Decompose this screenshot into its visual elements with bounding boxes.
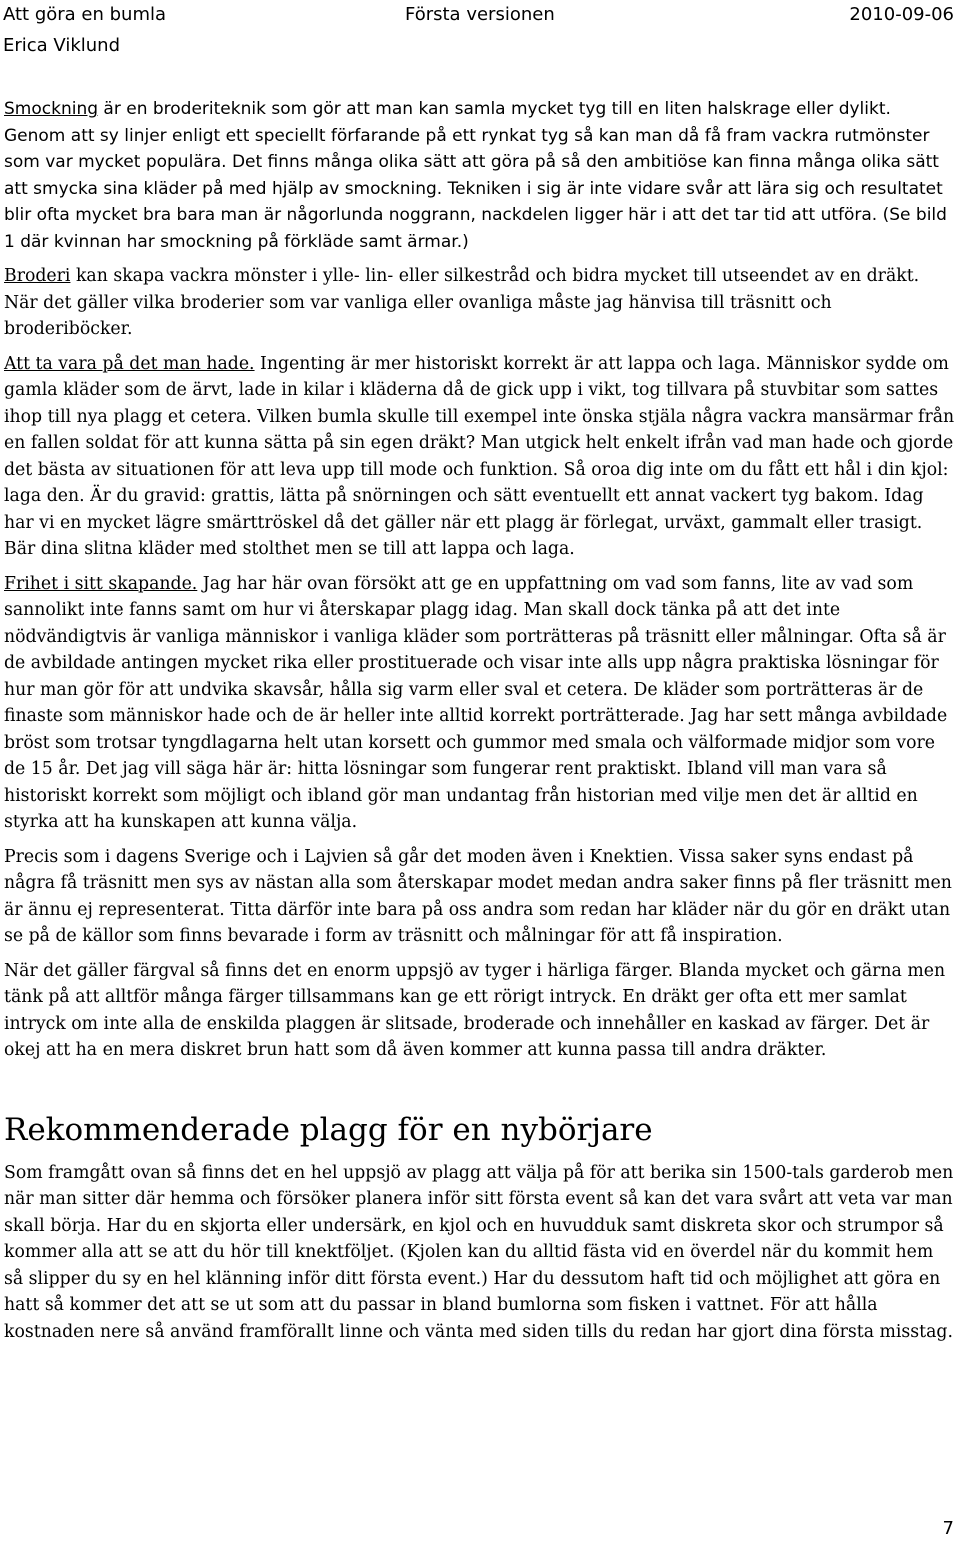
page-header — [0, 0, 960, 62]
document-date: 2010-09-06 — [849, 4, 954, 25]
document-version: Första versionen — [405, 4, 555, 25]
paragraph-rekommenderade: Som framgått ovan så finns det en hel uppsjö av plagg att välja på för att berika sin 1500-tals garderob men när man sitter där hemma och försöker planera inför sitt första event så kan det vara svårt att veta var man skall börja. Har du en skjorta eller undersärk, en kjol och en huvudduk samt diskreta skor och strumpor så kommer alla att se att du hör till knektföljet. (Kjolen kan du alltid fästa vid en överdel när du kommit hem så slipper du sy en hel klänning inför ditt första event.) Har du dessutom haft tid och möjlighet att göra en hatt så kommer det att se ut som att du passar in bland bumlorna som fisken i vattnet. För att hålla kostnaden nere så använd framförallt linne och vänta med siden tills du redan har gjort dina första misstag. — [4, 1162, 954, 1342]
term-smockning: Smockning — [4, 99, 99, 119]
paragraph-smockning — [4, 96, 956, 255]
document-author: Erica Viklund — [3, 35, 121, 56]
document-title: Att göra en bumla — [3, 4, 167, 25]
paragraph-moden: Precis som i dagens Sverige och i Lajvien så går det moden även i Knektien. Vissa saker syns endast på några få träsnitt men sys av nästan alla som återskapar modet medan andra saker finns på fler träsnitt men är ännu ej representerat. Titta därför inte bara på oss andra som redan har kläder när du gör en dräkt utan se på de källor som finns bevarade i form av träsnitt och målningar för att få inspiration. — [4, 846, 952, 946]
paragraph-fargval: När det gäller färgval så finns det en enorm uppsjö av tyger i härliga färger. Blanda mycket och gärna men tänk på att alltför många färger tillsammans kan ge ett rörigt intryck. En dräkt ger ofta ett mer samlat intryck om inte alla de enskilda plaggen är slitsade, broderade och innehåller en kaskad av färger. Det är okej att ha en mera diskret brun hatt som då även kommer att kunna passa till andra dräkter. — [4, 960, 946, 1060]
page-number: 7 — [942, 1518, 954, 1539]
paragraph-frihet — [4, 571, 956, 836]
paragraph-text: Jag har här ovan försökt att ge en uppfattning om vad som fanns, lite av vad som sannolikt inte fanns samt om hur vi återskapar plagg idag. Man skall dock tänka på att det inte nödvändigtvis är vanliga människor i vanliga kläder som porträtteras på träsnitt eller målningar. Ofta så är de avbildade antingen mycket rika eller prostituerade och visar inte alls upp några praktiska lösningar för hur man gör för att undvika skavsår, hålla sig varm eller sval et cetera. De kläder som porträtteras är de finaste som människor hade och de är heller inte alltid korrekt porträtterade. Jag har sett många avbildade bröst som trotsar tyngdlagarna helt utan korsett och gummor med smala och välformade midjor som vore de 15 år. Det jag vill säga här är: hitta lösningar som fungerar rent praktiskt. Ibland vill man vara så historiskt korrekt som möjligt och ibland gör man undantag från historian med vilje men det är alltid en styrka att ha kunskapen att kunna välja. — [4, 573, 948, 832]
paragraph-text: Ingenting är mer historiskt korrekt är att lappa och laga. Människor sydde om gamla kläder som de ärvt, lade in kilar i kläderna då de gick upp i vikt, tog tillvara på stuvbitar som sattes ihop till nya plagg et cetera. Vilken bumla skulle till exempel inte önska stjäla några vackra mansärmar från en fallen soldat för att kunna sätta på sin egen dräkt? Man utgick helt enkelt ifrån vad man hade och gjorde det bästa av situationen för att leva upp till mode och funktion. Så oroa dig inte om du fått ett hål i din kjol: laga den. Är du gravid: grattis, lätta på snörningen och sätt eventuellt ett annat vackert tyg bakom. Idag har vi en mycket lägre smärttröskel då det gäller när ett plagg är förlegat, urväxt, gammalt eller trasigt. Bär dina slitna kläder med stolthet men se till att lappa och laga. — [4, 353, 955, 559]
paragraph-text: kan skapa vackra mönster i ylle- lin- eller silkestråd och bidra mycket till utseendet av en dräkt. När det gäller vilka broderier som var vanliga eller ovanliga måste jag hänvisa till träsnitt och broderiböcker. — [4, 266, 920, 339]
paragraph-broderi — [4, 263, 956, 343]
paragraph-text: är en broderiteknik som gör att man kan samla mycket tyg till en liten halskrage eller dylikt. Genom att sy linjer enligt ett speciellt förfarande på ett rynkat tyg så kan man då få fram vackra rutmönster som var mycket populära. Det finns många olika sätt att göra på så den ambitiöse kan finna många olika sätt att smycka sina kläder på med hjälp av smockning. Tekniken i sig är inte vidare svår att lära sig och resultatet blir ofta mycket bra bara man är någorlunda noggrann, nackdelen ligger här i att det tar tid att utföra. (Se bild 1 där kvinnan har smockning på förkläde samt ärmar.) — [4, 99, 947, 252]
document-body — [4, 96, 956, 1353]
paragraph-ta-vara — [4, 351, 956, 563]
section-heading: Rekommenderade plagg för en nybörjare — [4, 1111, 653, 1148]
term-broderi: Broderi — [4, 266, 71, 286]
term-frihet: Frihet i sitt skapande. — [4, 573, 198, 594]
term-ta-vara: Att ta vara på det man hade. — [4, 353, 255, 374]
